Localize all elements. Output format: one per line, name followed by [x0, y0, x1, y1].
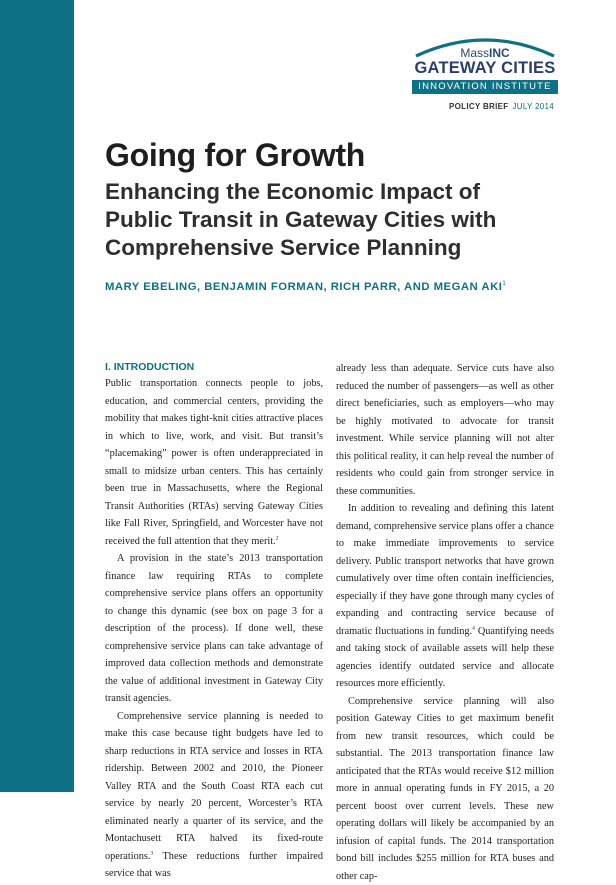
paragraph-2: A provision in the state’s 2013 transportation finance law requiring RTAs to complete comprehensive service plans offers an opportunity to change this dynamic (see box on page 3 for a description of the process). If done well, these comprehensive service plans can take advantage of improved data collection methods and demonstrate the value of additional investment in Gateway City transit agencies.	[105, 550, 323, 708]
author-footnote-marker: 1	[502, 281, 506, 287]
page-subtitle: Enhancing the Economic Impact of Public Transit in Gateway Cities with Comprehensive Service Planning	[105, 178, 545, 262]
author-list	[105, 281, 506, 293]
section-heading: I. INTRODUCTION	[105, 360, 323, 374]
left-color-band	[0, 0, 74, 792]
logo-massinc: MassINC	[410, 46, 560, 60]
paragraph-5: In addition to revealing and defining this latent demand, comprehensive service plans offer a chance to make immediate improvements to service delivery. Public transport networks that have grown cumulatively over time often contain inefficiencies, especially if they have gone through many cycles of expanding and contracting service because of dramatic fluctuations in funding.$^4$ Quantifying needs and taking stock of available assets will help these agencies identify outdated service and allocate resources more efficiently.	[336, 500, 554, 693]
paragraph-6: Comprehensive service planning will also position Gateway Cities to get maximum benefit from new transit resources, which could be substantial. The 2013 transportation finance law anticipated that the RTAs would receive $12 million more in annual operating funds in FY 2015, a 20 percent boost over current levels. These new operating dollars will likely be accompanied by an infusion of capital funds. The 2014 transportation bond bill includes $255 million for RTA buses and other cap-	[336, 693, 554, 885]
publication-date: JULY 2014	[512, 102, 554, 111]
policy-brief-label: POLICY BRIEF	[449, 102, 508, 111]
text-column-left	[105, 360, 323, 883]
logo-innovation-institute: INNOVATION INSTITUTE	[412, 80, 558, 94]
masssinc-logo	[410, 32, 560, 112]
logo-gateway-cities: GATEWAY CITIES	[410, 59, 560, 78]
paragraph-3: Comprehensive service planning is needed to make this case because tight budgets have led to sharp reductions in RTA service and losses in RTA ridership. Between 2002 and 2010, the Pioneer Valley RTA and the South Coast RTA each cut service by nearly 20 percent, Worcester’s RTA eliminated nearly a quarter of its service, and the Montachusett RTA halved its fixed-route operations.$^3$ These reductions further impaired service that was	[105, 708, 323, 883]
paragraph-1: Public transportation connects people to jobs, education, and commercial centers, providing the mobility that makes tight-knit cities attractive places in which to live, work, and visit. But transit’s “placemaking” power is often underappreciated in small to midsize urban centers. This has certainly been true in Massachusetts, where the Regional Transit Authorities (RTAs) serving Gateway Cities like Fall River, Springfield, and Worcester have not received the full attention that they merit.$^2$	[105, 375, 323, 550]
policy-brief-line	[449, 102, 554, 111]
footnote-marker: 3	[150, 850, 153, 856]
footnote-marker: 4	[472, 625, 475, 631]
text-column-right	[336, 360, 554, 885]
footnote-marker: 2	[276, 535, 279, 541]
author-names: MARY EBELING, BENJAMIN FORMAN, RICH PARR, AND MEGAN AKI	[105, 281, 502, 293]
paragraph-4: already less than adequate. Service cuts have also reduced the number of passengers—as well as other direct beneficiaries, such as employers—who may be highly motivated to advocate for transit investment. While service planning will not alter this political reality, it can help reveal the number of residents who could gain from stronger service in these communities.	[336, 360, 554, 500]
page-title: Going for Growth	[105, 137, 365, 174]
